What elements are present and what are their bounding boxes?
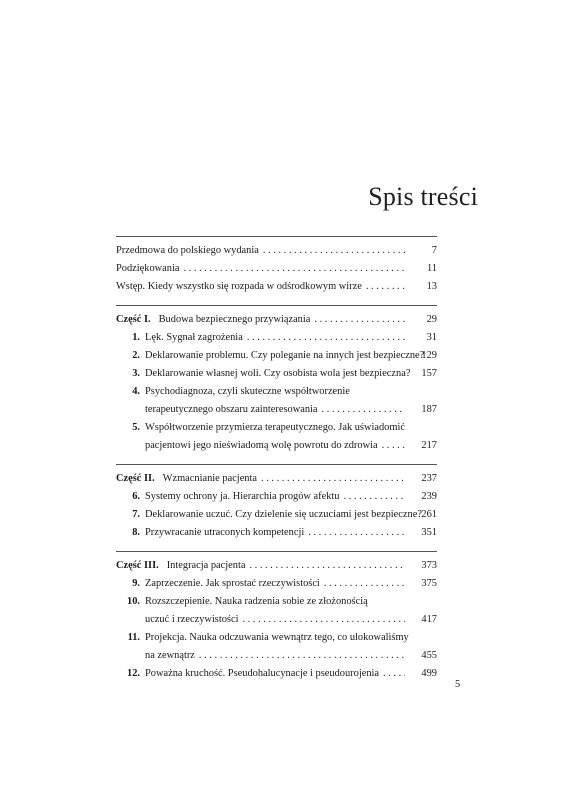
toc-chapter[interactable]	[116, 575, 437, 593]
toc-part-heading[interactable]	[116, 557, 437, 575]
toc-page-number: 455	[421, 650, 437, 661]
toc-page-number: 237	[421, 473, 437, 484]
toc-chapter[interactable]	[116, 593, 437, 629]
toc-chapter[interactable]	[116, 524, 437, 542]
chapter-number: 11.	[127, 632, 140, 643]
chapter-number: 12.	[127, 668, 140, 679]
toc-entry-front[interactable]	[116, 260, 437, 278]
chapter-title-cont: uczuć i rzeczywistości	[145, 614, 239, 625]
toc-page-number: 13	[426, 281, 437, 292]
chapter-number: 1.	[132, 332, 140, 343]
chapter-title-cont: na zewnątrz	[145, 650, 195, 661]
chapter-number: 3.	[132, 368, 140, 379]
chapter-title: Przywracanie utraconych kompetencji	[145, 527, 305, 538]
toc-entry-front[interactable]	[116, 242, 437, 260]
toc-page-number: 187	[421, 404, 437, 415]
chapter-title: Zaprzeczenie. Jak sprostać rzeczywistości	[145, 578, 320, 589]
toc-page-number: 157	[421, 368, 437, 379]
toc-entry-front[interactable]	[116, 278, 437, 296]
part-label: Część III.	[116, 560, 159, 571]
toc-page-number: 375	[421, 578, 437, 589]
chapter-title: Rozszczepienie. Nauka radzenia sobie ze złożonością	[145, 596, 368, 607]
section-divider	[116, 305, 437, 306]
toc-chapter[interactable]	[116, 629, 437, 665]
toc-part-heading[interactable]	[116, 470, 437, 488]
part-label: Część I.	[116, 314, 151, 325]
chapter-number: 2.	[132, 350, 140, 361]
chapter-title-cont: pacjentowi jego nieświadomą wolę powrotu do zdrowia	[145, 440, 378, 451]
toc-page-number: 7	[431, 245, 437, 256]
toc-page-number: 11	[426, 263, 437, 274]
dot-leader	[183, 260, 405, 278]
dot-leader	[382, 437, 405, 455]
toc-chapter[interactable]	[116, 506, 437, 524]
dot-leader	[343, 488, 405, 506]
chapter-title: Lęk. Sygnał zagrożenia	[145, 332, 243, 343]
dot-leader	[247, 329, 405, 347]
dot-leader	[322, 401, 405, 419]
dot-leader	[314, 311, 405, 329]
chapter-title: Deklarowanie problemu. Czy poleganie na innych jest bezpieczne?	[145, 350, 425, 361]
toc-page-number: 239	[421, 491, 437, 502]
chapter-title: Współtworzenie przymierza terapeutycznego. Jak uświadomić	[145, 422, 405, 433]
chapter-number: 9.	[132, 578, 140, 589]
dot-leader	[249, 557, 405, 575]
section-divider	[116, 236, 437, 237]
dot-leader	[242, 611, 405, 629]
toc-chapter[interactable]	[116, 665, 437, 683]
part-label: Część II.	[116, 473, 155, 484]
table-of-contents	[116, 236, 437, 683]
toc-page-number: 129	[421, 350, 437, 361]
section-divider	[116, 464, 437, 465]
toc-entry-title: Wstęp. Kiedy wszystko się rozpada w odśrodkowym wirze	[116, 281, 362, 292]
chapter-title: Projekcja. Nauka odczuwania wewnątrz tego, co ulokowaliśmy	[145, 632, 409, 643]
toc-page-number: 351	[421, 527, 437, 538]
dot-leader	[383, 665, 405, 683]
chapter-title: Deklarowanie własnej woli. Czy osobista wola jest bezpieczna?	[145, 368, 411, 379]
dot-leader	[324, 575, 405, 593]
toc-page-number: 417	[421, 614, 437, 625]
toc-page-number: 31	[426, 332, 437, 343]
chapter-title: Psychodiagnoza, czyli skuteczne współtworzenie	[145, 386, 350, 397]
dot-leader	[261, 470, 405, 488]
dot-leader	[308, 524, 405, 542]
page-title: Spis treści	[368, 182, 478, 211]
chapter-number: 8.	[132, 527, 140, 538]
section-divider	[116, 551, 437, 552]
toc-page-number: 29	[426, 314, 437, 325]
page-folio-number: 5	[455, 679, 461, 690]
toc-chapter[interactable]	[116, 347, 437, 365]
chapter-number: 7.	[132, 509, 140, 520]
toc-entry-title: Podziękowania	[116, 263, 180, 274]
chapter-title: Systemy ochrony ja. Hierarchia progów afektu	[145, 491, 340, 502]
chapter-title-cont: terapeutycznego obszaru zainteresowania	[145, 404, 318, 415]
dot-leader	[263, 242, 405, 260]
toc-page-number: 373	[421, 560, 437, 571]
chapter-number: 6.	[132, 491, 140, 502]
toc-page-number: 499	[421, 668, 437, 679]
part-title: Wzmacnianie pacjenta	[162, 473, 257, 484]
part-title: Integracja pacjenta	[166, 560, 246, 571]
chapter-number: 4.	[132, 386, 140, 397]
toc-page-number: 217	[421, 440, 437, 451]
toc-chapter[interactable]	[116, 329, 437, 347]
chapter-title: Poważna kruchość. Pseudohalucynacje i pseudourojenia	[145, 668, 380, 679]
chapter-title: Deklarowanie uczuć. Czy dzielenie się uczuciami jest bezpieczne?	[145, 509, 422, 520]
toc-page-number: 261	[421, 509, 437, 520]
chapter-number: 10.	[127, 596, 140, 607]
toc-chapter[interactable]	[116, 365, 437, 383]
toc-part-heading[interactable]	[116, 311, 437, 329]
toc-entry-title: Przedmowa do polskiego wydania	[116, 245, 259, 256]
toc-chapter[interactable]	[116, 488, 437, 506]
toc-chapter[interactable]	[116, 419, 437, 455]
dot-leader	[199, 647, 405, 665]
toc-chapter[interactable]	[116, 383, 437, 419]
part-title: Budowa bezpiecznego przywiązania	[158, 314, 311, 325]
chapter-number: 5.	[132, 422, 140, 433]
dot-leader	[366, 278, 405, 296]
